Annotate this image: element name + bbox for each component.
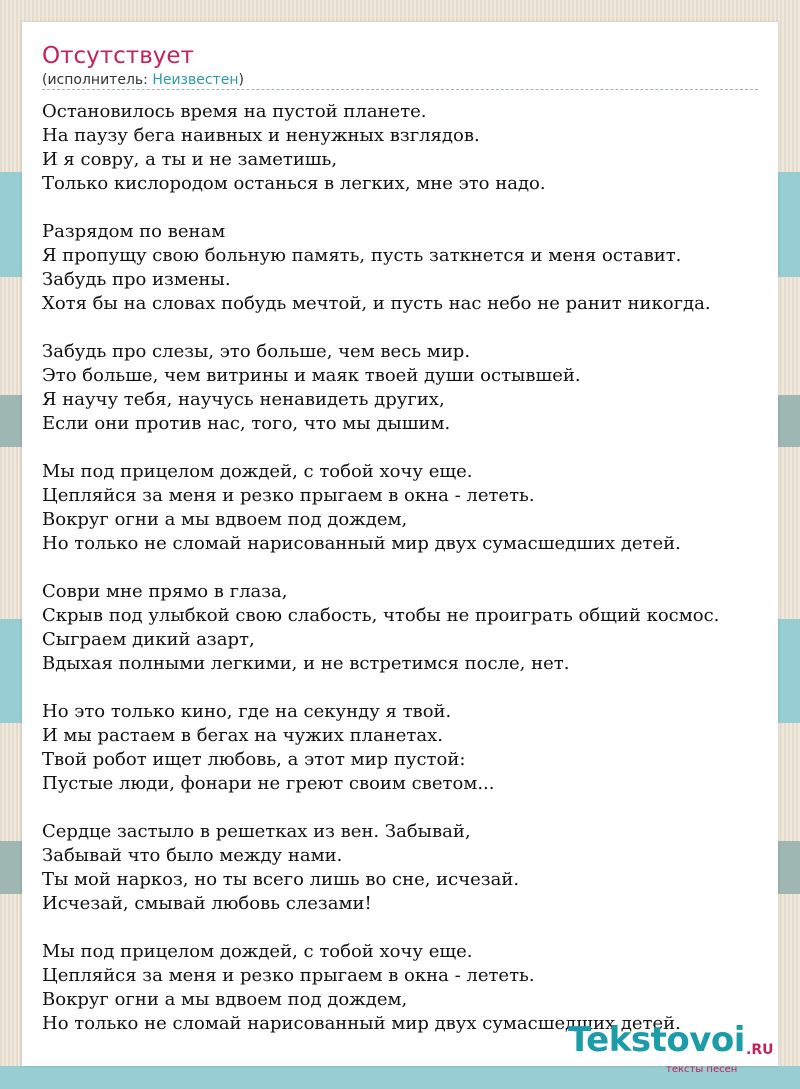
lyrics-line: Забывай что было между нами. xyxy=(42,845,343,866)
lyrics-card xyxy=(22,22,778,1066)
lyrics-line: Пустые люди, фонари не греют своим светом... xyxy=(42,773,495,794)
artist-line xyxy=(42,71,244,89)
lyrics-line: Остановилось время на пустой планете. xyxy=(42,101,427,122)
lyrics-line: Я научу тебя, научусь ненавидеть других, xyxy=(42,389,445,410)
artist-link[interactable]: Неизвестен xyxy=(152,72,239,88)
lyrics-line: И мы растаем в бегах на чужих планетах. xyxy=(42,725,443,746)
lyrics-line: Скрыв под улыбкой свою слабость, чтобы не проиграть общий космос. xyxy=(42,605,720,626)
lyrics-line: Я пропущу свою больную память, пусть заткнется и меня оставит. xyxy=(42,245,682,266)
lyrics-line: И я совру, а ты и не заметишь, xyxy=(42,149,338,170)
lyrics-stanza xyxy=(42,220,800,316)
lyrics-line: Если они против нас, того, что мы дышим. xyxy=(42,413,451,434)
lyrics-line: Вокруг огни а мы вдвоем под дождем, xyxy=(42,989,408,1010)
lyrics-line: Исчезай, смывай любовь слезами! xyxy=(42,893,372,914)
lyrics-text xyxy=(42,100,800,1060)
lyrics-stanza xyxy=(42,700,800,796)
lyrics-line: Соври мне прямо в глаза, xyxy=(42,581,288,602)
logo-tld: .RU xyxy=(746,1042,774,1058)
lyrics-line: Вдыхая полными легкими, и не встретимся после, нет. xyxy=(42,653,570,674)
site-logo[interactable] xyxy=(568,1020,774,1075)
lyrics-stanza xyxy=(42,100,800,196)
song-title: Отсутствует xyxy=(42,43,194,69)
lyrics-line: Но только не сломай нарисованный мир двух сумасшедших детей. xyxy=(42,1013,681,1034)
lyrics-line: Цепляйся за меня и резко прыгаем в окна - лететь. xyxy=(42,485,535,506)
lyrics-stanza xyxy=(42,820,800,916)
lyrics-line: На паузу бега наивных и ненужных взглядов. xyxy=(42,125,480,146)
lyrics-line: Разрядом по венам xyxy=(42,221,226,242)
artist-prefix: (исполнитель: xyxy=(42,72,153,88)
lyrics-line: Сыграем дикий азарт, xyxy=(42,629,255,650)
lyrics-line: Мы под прицелом дождей, с тобой хочу еще. xyxy=(42,461,473,482)
title-divider xyxy=(42,89,758,90)
lyrics-line: Мы под прицелом дождей, с тобой хочу еще. xyxy=(42,941,473,962)
artist-suffix: ) xyxy=(238,72,244,88)
lyrics-line: Цепляйся за меня и резко прыгаем в окна - лететь. xyxy=(42,965,535,986)
lyrics-stanza xyxy=(42,580,800,676)
logo-wordmark: Tekstovoi xyxy=(568,1020,745,1060)
lyrics-line: Сердце застыло в решетках из вен. Забывай, xyxy=(42,821,471,842)
lyrics-line: Хотя бы на словах побудь мечтой, и пусть нас небо не ранит никогда. xyxy=(42,293,711,314)
lyrics-line: Но это только кино, где на секунду я твой. xyxy=(42,701,452,722)
lyrics-stanza xyxy=(42,460,800,556)
lyrics-line: Твой робот ищет любовь, а этот мир пустой: xyxy=(42,749,466,770)
lyrics-line: Вокруг огни а мы вдвоем под дождем, xyxy=(42,509,408,530)
lyrics-line: Это больше, чем витрины и маяк твоей души остывшей. xyxy=(42,365,581,386)
lyrics-stanza xyxy=(42,340,800,436)
logo-tagline: тексты песен xyxy=(666,1064,738,1075)
lyrics-line: Но только не сломай нарисованный мир двух сумасшедших детей. xyxy=(42,533,681,554)
lyrics-line: Только кислородом останься в легких, мне это надо. xyxy=(42,173,546,194)
lyrics-line: Забудь про измены. xyxy=(42,269,231,290)
lyrics-line: Ты мой наркоз, но ты всего лишь во сне, исчезай. xyxy=(42,869,520,890)
lyrics-line: Забудь про слезы, это больше, чем весь мир. xyxy=(42,341,471,362)
